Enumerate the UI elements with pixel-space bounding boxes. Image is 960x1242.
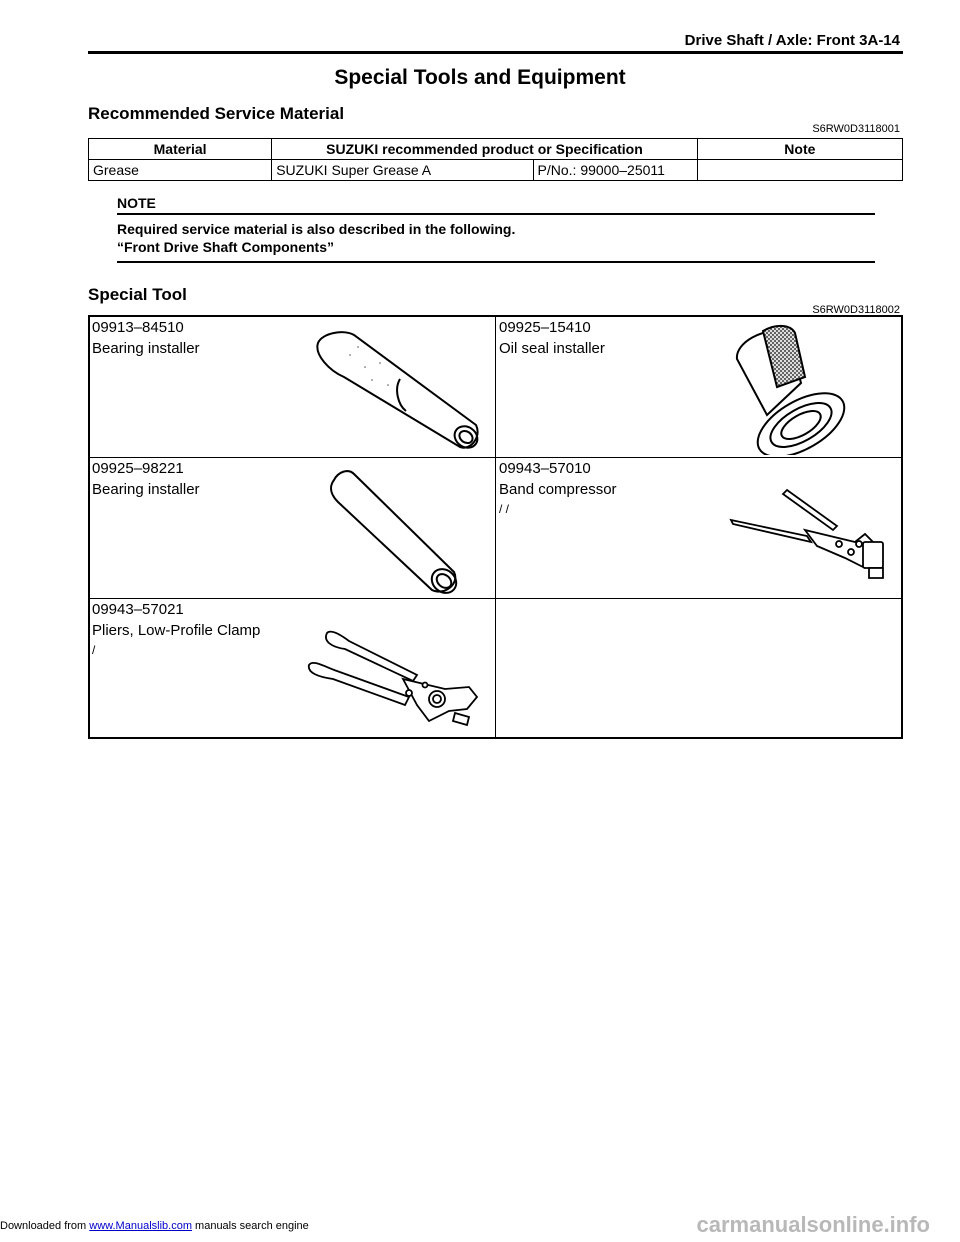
- footer-suffix: manuals search engine: [191, 1220, 309, 1232]
- tool-number: 09925–15410: [499, 319, 591, 336]
- tool-number: 09943–57010: [499, 460, 591, 477]
- page-title: Special Tools and Equipment: [334, 66, 626, 89]
- tool-name: Band compressor: [499, 481, 617, 498]
- header-rule: [88, 51, 903, 54]
- tool-cell-09925-15410: [497, 317, 903, 457]
- oil-seal-installer-drawing: [727, 321, 877, 455]
- note-text: [117, 220, 515, 256]
- footer: [0, 1220, 309, 1232]
- tool-cell-09913-84510: [90, 317, 496, 457]
- cell-spec: P/No.: 99000–25011: [533, 160, 697, 181]
- cell-note: [697, 160, 902, 181]
- tool-name: Pliers, Low-Profile Clamp: [92, 622, 261, 639]
- tool-name: Bearing installer: [92, 340, 200, 357]
- material-code: S6RW0D3118001: [812, 123, 900, 135]
- bearing-installer-drawing: [320, 466, 470, 596]
- material-table: [88, 138, 903, 181]
- material-heading: Recommended Service Material: [88, 104, 345, 123]
- special-tool-table: [88, 315, 903, 739]
- tool-number: 09925–98221: [92, 460, 184, 477]
- tool-cell-09943-57021: [90, 599, 496, 739]
- col-product: SUZUKI recommended product or Specification: [272, 139, 698, 160]
- page-header: Drive Shaft / Axle: Front 3A-14: [684, 32, 900, 49]
- col-material: Material: [89, 139, 272, 160]
- low-profile-clamp-pliers-drawing: [305, 627, 490, 737]
- manualslib-link[interactable]: www.Manualslib.com: [89, 1220, 192, 1232]
- tool-name: Oil seal installer: [499, 340, 605, 357]
- cell-product: SUZUKI Super Grease A: [272, 160, 533, 181]
- table-row: [89, 160, 903, 181]
- cell-material: Grease: [89, 160, 272, 181]
- bearing-installer-drawing: [310, 325, 485, 453]
- footer-prefix: Downloaded from: [0, 1220, 90, 1232]
- tool-cell-09925-98221: [90, 458, 496, 598]
- note-top-rule: [117, 213, 875, 215]
- tool-number: 09943–57021: [92, 601, 184, 618]
- tool-heading: Special Tool: [88, 285, 187, 304]
- watermark: carmanualsonline.info: [696, 1212, 930, 1237]
- tool-name: Bearing installer: [92, 481, 200, 498]
- reference-icon: / /: [499, 502, 510, 516]
- reference-icon: /: [92, 643, 96, 657]
- tool-cell-09943-57010: [497, 458, 903, 598]
- note-line-2: “Front Drive Shaft Components”: [117, 239, 335, 255]
- note-bottom-rule: [117, 261, 875, 263]
- note-label: NOTE: [117, 195, 156, 211]
- col-note: Note: [697, 139, 902, 160]
- tool-number: 09913–84510: [92, 319, 184, 336]
- band-compressor-drawing: [727, 486, 897, 586]
- tool-code: S6RW0D3118002: [812, 304, 900, 316]
- note-line-1: Required service material is also described in the following.: [117, 221, 516, 237]
